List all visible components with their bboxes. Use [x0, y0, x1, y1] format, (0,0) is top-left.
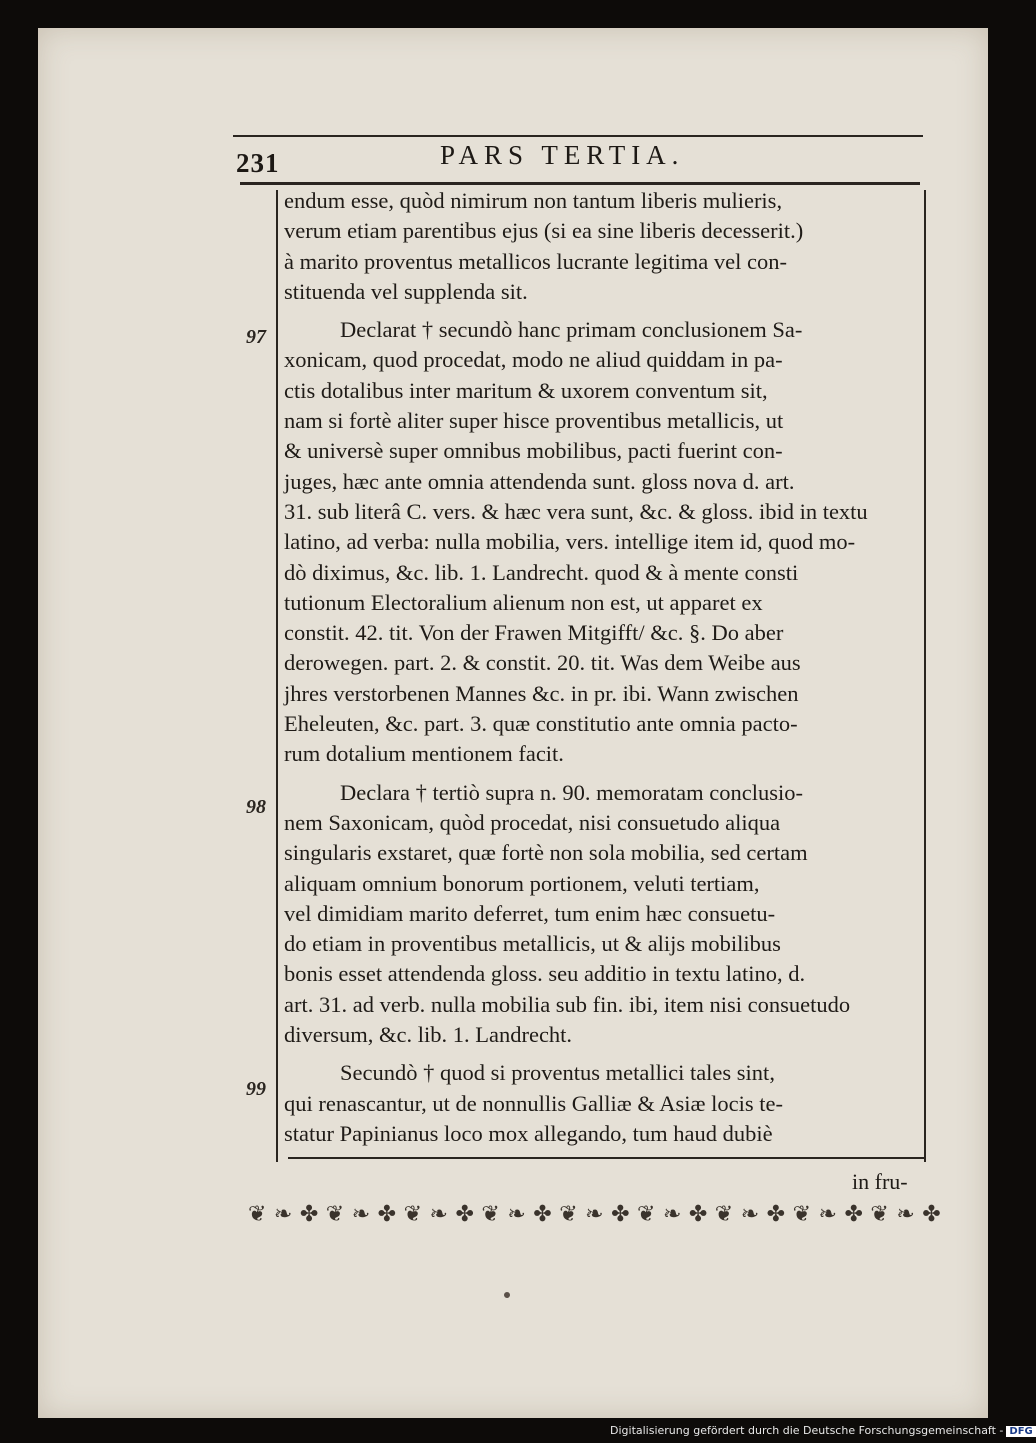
ornament-border: ❦ ❧ ✤ ❦ ❧ ✤ ❦ ❧ ✤ ❦ ❧ ✤ ❦ ❧ ✤ ❦ ❧ ✤ ❦ ❧ ✤ ❦ ❧ ✤ ❦ ❧ ✤ — [248, 1201, 942, 1226]
text-line: verum etiam parentibus ejus (si ea sine liberis decesserit.) — [284, 218, 804, 244]
text-line: Declarat † secundò hanc primam conclusionem Sa- — [340, 317, 803, 343]
text-line: aliquam omnium bonorum portionem, veluti tertiam, — [284, 870, 760, 896]
text-line: statur Papinianus loco mox allegando, tum haud dubiè — [284, 1120, 773, 1146]
page-mark-dot — [504, 1292, 510, 1298]
text-rule-bottom — [288, 1157, 924, 1159]
text-line: jhres verstorbenen Mannes &c. in pr. ibi. Wann zwischen — [284, 680, 799, 706]
text-line: derowegen. part. 2. & constit. 20. tit. Was dem Weibe aus — [284, 650, 801, 676]
text-line: do etiam in proventibus metallicis, ut & alijs mobilibus — [284, 931, 781, 957]
text-line: singularis exstaret, quæ fortè non sola mobilia, sed certam — [284, 840, 808, 866]
text-line: juges, hæc ante omnia attendenda sunt. gloss nova d. art. — [284, 468, 795, 494]
text-line: à marito proventus metallicos lucrante legitima vel con- — [284, 248, 787, 274]
paragraph-1 — [284, 186, 924, 307]
margin-number: 98 — [246, 796, 266, 818]
text-line: dò diximus, &c. lib. 1. Landrecht. quod & à mente consti — [284, 559, 799, 585]
margin-number: 97 — [246, 326, 266, 348]
margin-number: 99 — [246, 1078, 266, 1100]
margin-rule-right — [924, 190, 926, 1162]
text-line: tutionum Electoralium alienum non est, ut apparet ex — [284, 589, 763, 615]
text-line: diversum, &c. lib. 1. Landrecht. — [284, 1022, 573, 1048]
catchword: in fru- — [852, 1169, 908, 1194]
text-line: Eheleuten, &c. part. 3. quæ constitutio ante omnia pacto- — [284, 711, 798, 737]
page-number: 231 — [236, 148, 280, 178]
text-line: ctis dotalibus inter maritum & uxorem conventum sit, — [284, 377, 768, 403]
header-rule-top — [233, 135, 923, 137]
text-line: & universè super omnibus mobilibus, pacti fuerint con- — [284, 438, 783, 464]
text-line: rum dotalium mentionem facit. — [284, 741, 564, 767]
text-line: Secundò † quod si proventus metallici tales sint, — [340, 1060, 775, 1086]
text-line: stituenda vel supplenda sit. — [284, 278, 528, 304]
credit-text: Digitalisierung gefördert durch die Deutsche Forschungsgemeinschaft - — [610, 1424, 1004, 1437]
body-text — [284, 186, 924, 1149]
text-line: nem Saxonicam, quòd procedat, nisi consuetudo aliqua — [284, 809, 781, 835]
text-line: Declara † tertiò supra n. 90. memoratam conclusio- — [340, 779, 803, 805]
text-line: vel dimidiam marito deferret, tum enim hæc consuetu- — [284, 900, 776, 926]
paragraph-3 — [284, 778, 924, 1051]
text-line: art. 31. ad verb. nulla mobilia sub fin. ibi, item nisi consuetudo — [284, 991, 851, 1017]
text-line: endum esse, quòd nimirum non tantum liberis mulieris, — [284, 188, 783, 213]
paragraph-4 — [284, 1058, 924, 1149]
text-line: bonis esset attendenda gloss. seu additio in textu latino, d. — [284, 961, 806, 987]
margin-rule-left — [276, 190, 278, 1162]
text-line: latino, ad verba: nulla mobilia, vers. intellige item id, quod mo- — [284, 529, 856, 555]
paragraph-2 — [284, 315, 924, 769]
dfg-logo: DFG — [1006, 1426, 1035, 1437]
header-rule-bottom — [240, 182, 920, 185]
digitization-credit — [610, 1424, 1036, 1437]
text-line: 31. sub literâ C. vers. & hæc vera sunt, &c. & gloss. ibid in textu — [284, 498, 868, 524]
running-head: PARS TERTIA. — [440, 140, 685, 170]
text-line: xonicam, quod procedat, modo ne aliud quiddam in pa- — [284, 347, 783, 373]
text-line: nam si fortè aliter super hisce proventibus metallicis, ut — [284, 408, 784, 434]
text-line: qui renascantur, ut de nonnullis Galliæ & Asiæ locis te- — [284, 1090, 784, 1116]
text-line: constit. 42. tit. Von der Frawen Mitgifft/ &c. §. Do aber — [284, 620, 784, 646]
